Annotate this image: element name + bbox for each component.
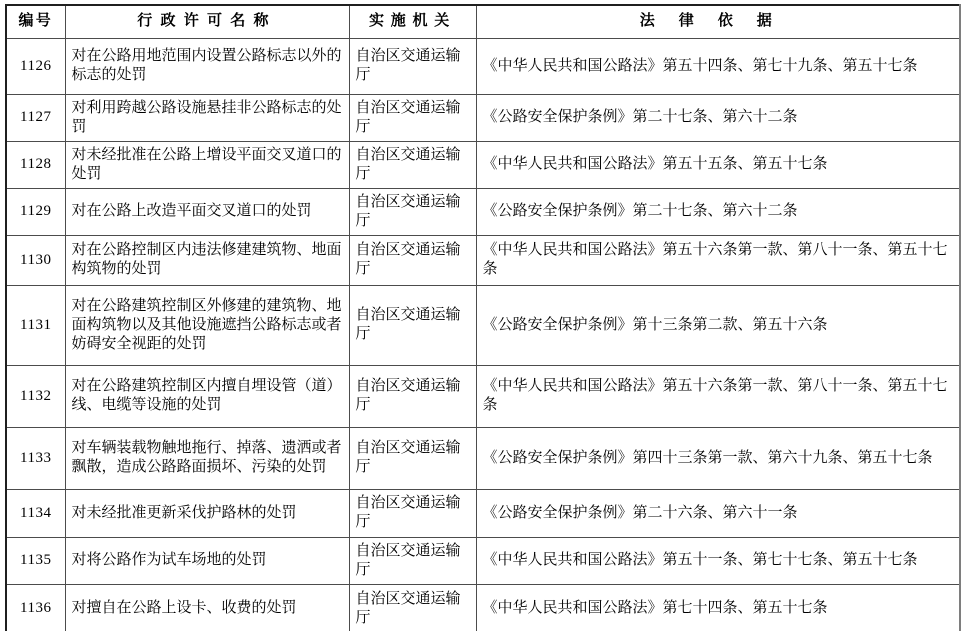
agency-cell: 自治区交通运输厅: [349, 235, 476, 285]
row-id-cell: 1134: [6, 489, 65, 537]
permit-name-cell: 对利用跨越公路设施悬挂非公路标志的处罚: [65, 94, 349, 141]
permit-name-cell: 对在公路用地范围内设置公路标志以外的标志的处罚: [65, 38, 349, 94]
permit-name-cell: 对在公路控制区内违法修建建筑物、地面构筑物的处罚: [65, 235, 349, 285]
legal-basis-cell: 《中华人民共和国公路法》第五十六条第一款、第八十一条、第五十七条: [476, 365, 960, 427]
header-legal: 法律依据: [476, 5, 960, 38]
table-row: [6, 427, 960, 489]
header-agency: 实施机关: [349, 5, 476, 38]
agency-cell: 自治区交通运输厅: [349, 285, 476, 365]
table-row: [6, 94, 960, 141]
table-row: [6, 141, 960, 188]
agency-cell: 自治区交通运输厅: [349, 489, 476, 537]
permit-name-cell: 对未经批准更新采伐护路林的处罚: [65, 489, 349, 537]
table-row: [6, 38, 960, 94]
permit-name-cell: 对擅自在公路上设卡、收费的处罚: [65, 584, 349, 631]
row-id-cell: 1129: [6, 188, 65, 235]
legal-basis-cell: 《中华人民共和国公路法》第五十四条、第七十九条、第五十七条: [476, 38, 960, 94]
legal-basis-cell: 《公路安全保护条例》第二十六条、第六十一条: [476, 489, 960, 537]
table-header-row: [6, 5, 960, 38]
agency-cell: 自治区交通运输厅: [349, 537, 476, 584]
row-id-cell: 1133: [6, 427, 65, 489]
table-body: [6, 38, 960, 631]
row-id-cell: 1131: [6, 285, 65, 365]
permit-name-cell: 对未经批准在公路上增设平面交叉道口的处罚: [65, 141, 349, 188]
row-id-cell: 1135: [6, 537, 65, 584]
legal-basis-cell: 《中华人民共和国公路法》第五十五条、第五十七条: [476, 141, 960, 188]
agency-cell: 自治区交通运输厅: [349, 427, 476, 489]
agency-cell: 自治区交通运输厅: [349, 141, 476, 188]
header-id: 编号: [6, 5, 65, 38]
permit-name-cell: 对将公路作为试车场地的处罚: [65, 537, 349, 584]
table-row: [6, 489, 960, 537]
table-row: [6, 285, 960, 365]
permit-name-cell: 对在公路建筑控制区外修建的建筑物、地面构筑物以及其他设施遮挡公路标志或者妨碍安全视距的处罚: [65, 285, 349, 365]
agency-cell: 自治区交通运输厅: [349, 365, 476, 427]
table-row: [6, 584, 960, 631]
row-id-cell: 1127: [6, 94, 65, 141]
table-row: [6, 365, 960, 427]
legal-basis-cell: 《公路安全保护条例》第四十三条第一款、第六十九条、第五十七条: [476, 427, 960, 489]
agency-cell: 自治区交通运输厅: [349, 584, 476, 631]
row-id-cell: 1128: [6, 141, 65, 188]
legal-basis-cell: 《公路安全保护条例》第十三条第二款、第五十六条: [476, 285, 960, 365]
permit-name-cell: 对车辆装载物触地拖行、掉落、遗洒或者飘散，造成公路路面损坏、污染的处罚: [65, 427, 349, 489]
row-id-cell: 1132: [6, 365, 65, 427]
legal-basis-cell: 《中华人民共和国公路法》第五十一条、第七十七条、第五十七条: [476, 537, 960, 584]
table-row: [6, 188, 960, 235]
agency-cell: 自治区交通运输厅: [349, 38, 476, 94]
agency-cell: 自治区交通运输厅: [349, 94, 476, 141]
row-id-cell: 1126: [6, 38, 65, 94]
permit-name-cell: 对在公路建筑控制区内擅自埋设管（道）线、电缆等设施的处罚: [65, 365, 349, 427]
row-id-cell: 1130: [6, 235, 65, 285]
legal-basis-cell: 《公路安全保护条例》第二十七条、第六十二条: [476, 188, 960, 235]
legal-basis-cell: 《中华人民共和国公路法》第七十四条、第五十七条: [476, 584, 960, 631]
permit-name-cell: 对在公路上改造平面交叉道口的处罚: [65, 188, 349, 235]
legal-basis-cell: 《公路安全保护条例》第二十七条、第六十二条: [476, 94, 960, 141]
table-row: [6, 537, 960, 584]
table-row: [6, 235, 960, 285]
administrative-permits-table: [5, 4, 961, 631]
header-name: 行政许可名称: [65, 5, 349, 38]
row-id-cell: 1136: [6, 584, 65, 631]
legal-basis-cell: 《中华人民共和国公路法》第五十六条第一款、第八十一条、第五十七条: [476, 235, 960, 285]
agency-cell: 自治区交通运输厅: [349, 188, 476, 235]
